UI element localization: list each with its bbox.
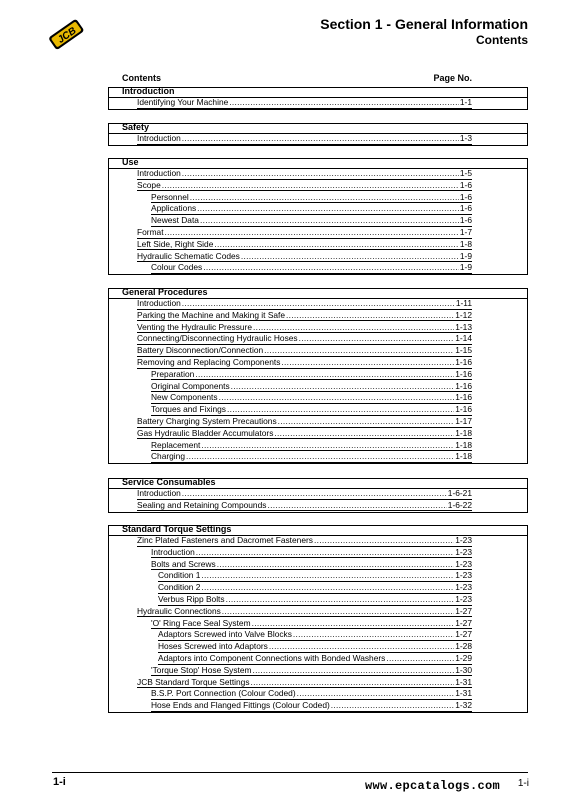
toc-dot-leader [297, 688, 455, 699]
footer-rule [52, 772, 528, 773]
toc-entry-page: 1-6-22 [447, 499, 472, 510]
toc-entry-title: Parking the Machine and Making it Safe [137, 309, 286, 320]
footer-watermark-url: www.epcatalogs.com [365, 779, 501, 793]
toc-entry-title: Charging [151, 451, 185, 462]
toc-entry[interactable] [137, 97, 472, 109]
toc-dot-leader [281, 357, 454, 368]
toc-entry-page: 1-6 [459, 179, 472, 190]
toc-entry-title: New Components [151, 392, 218, 403]
toc-entry[interactable] [137, 168, 472, 180]
toc-entry-page: 1-13 [455, 321, 472, 332]
toc-entry-page: 1-3 [459, 133, 472, 143]
toc-dot-leader [293, 629, 454, 640]
toc-entry-page: 1-6-21 [447, 488, 472, 498]
toc-entry-title: 'O' Ring Face Seal System [151, 617, 251, 628]
toc-entry-title: Hoses Screwed into Adaptors [158, 641, 268, 652]
toc-entry[interactable] [158, 653, 472, 665]
toc-entry-title: Introduction [151, 546, 195, 557]
toc-entry-title: Venting the Hydraulic Pressure [137, 321, 252, 332]
toc-entry[interactable] [137, 239, 472, 251]
toc-dot-leader [226, 594, 455, 605]
toc-entry[interactable] [151, 369, 472, 381]
toc-entry-page: 1-23 [455, 570, 472, 581]
toc-entry[interactable] [151, 215, 472, 227]
toc-dot-leader [186, 451, 454, 462]
toc-entry[interactable] [151, 451, 472, 463]
toc-entry[interactable] [137, 416, 472, 428]
toc-entry-title: Condition 1 [158, 570, 201, 581]
toc-entry-page: 1-9 [459, 250, 472, 261]
toc-dot-leader [182, 133, 459, 144]
toc-dot-leader [252, 618, 455, 629]
toc-entry[interactable] [137, 357, 472, 369]
toc-dot-leader [278, 416, 455, 427]
toc-entry-title: Identifying Your Machine [137, 97, 229, 107]
toc-entry-page: 1-27 [455, 629, 472, 640]
toc-section-heading: Introduction [122, 86, 175, 96]
section-subtitle: Contents [476, 33, 528, 47]
toc-entry[interactable] [137, 535, 472, 547]
toc-entry-title: Hydraulic Connections [137, 605, 221, 616]
toc-entry[interactable] [137, 345, 472, 357]
toc-entry-page: 1-29 [455, 653, 472, 663]
toc-dot-leader [182, 168, 459, 179]
toc-entry-page: 1-27 [455, 617, 472, 628]
toc-dot-leader [299, 333, 455, 344]
toc-entry[interactable] [137, 488, 472, 500]
toc-dot-leader [267, 500, 446, 511]
toc-entry-title: Condition 2 [158, 582, 201, 593]
toc-entry-title: Format [137, 227, 164, 237]
toc-entry-title: Hose Ends and Flanged Fittings (Colour Coded) [151, 700, 330, 711]
toc-entry-page: 1-16 [455, 392, 472, 403]
toc-entry[interactable] [151, 618, 472, 630]
toc-entry-page: 1-23 [455, 535, 472, 545]
toc-entry[interactable] [137, 677, 472, 689]
toc-entry[interactable] [137, 180, 472, 192]
toc-dot-leader [217, 559, 455, 570]
toc-entry-page: 1-23 [455, 546, 472, 557]
toc-entry-page: 1-6 [459, 191, 472, 202]
toc-entry-page: 1-16 [455, 404, 472, 415]
toc-dot-leader [182, 488, 447, 499]
toc-dot-leader [251, 677, 455, 688]
toc-entry-page: 1-11 [455, 298, 472, 308]
toc-entry-page: 1-18 [455, 439, 472, 450]
toc-entry[interactable] [151, 404, 472, 416]
toc-entry-page: 1-23 [455, 558, 472, 569]
toc-dot-leader [231, 381, 455, 392]
toc-entry[interactable] [151, 559, 472, 571]
toc-dot-leader [201, 582, 454, 593]
toc-entry-page: 1-27 [455, 605, 472, 616]
toc-dot-leader [197, 203, 459, 214]
toc-entry-title: Removing and Replacing Components [137, 357, 281, 367]
toc-entry-title: Colour Codes [151, 262, 203, 273]
toc-entry[interactable] [151, 665, 472, 677]
toc-dot-leader [331, 700, 454, 711]
toc-dot-leader [222, 606, 454, 617]
toc-entry[interactable] [151, 203, 472, 215]
toc-entry-title: Newest Data [151, 215, 199, 226]
toc-dot-leader [219, 392, 455, 403]
toc-section-heading: Use [122, 157, 139, 167]
toc-entry-page: 1-5 [459, 168, 472, 178]
toc-entry-title: Replacement [151, 439, 201, 450]
toc-entry-title: Connecting/Disconnecting Hydraulic Hoses [137, 333, 298, 344]
toc-dot-leader [201, 440, 454, 451]
toc-dot-leader [253, 322, 454, 333]
toc-entry-title: Applications [151, 203, 197, 214]
toc-dot-leader [229, 97, 459, 108]
toc-entry[interactable] [137, 133, 472, 145]
toc-entry-title: Verbus Ripp Bolts [158, 594, 225, 604]
contents-label: Contents [122, 73, 161, 83]
toc-entry-title: Adaptors into Component Connections with Bonded Washers [158, 653, 386, 663]
toc-entry-page: 1-23 [455, 582, 472, 593]
toc-dot-leader [286, 310, 454, 321]
toc-entry[interactable] [137, 227, 472, 239]
toc-entry[interactable] [151, 262, 472, 274]
toc-dot-leader [165, 227, 459, 238]
toc-entry-title: Torques and Fixings [151, 404, 226, 415]
toc-entry-title: Left Side, Right Side [137, 238, 214, 249]
toc-entry[interactable] [158, 594, 472, 606]
toc-entry-page: 1-30 [455, 664, 472, 675]
toc-entry-title: Personnel [151, 191, 189, 202]
toc-entry[interactable] [151, 700, 472, 712]
toc-dot-leader [227, 404, 454, 415]
toc-entry-page: 1-31 [455, 688, 472, 699]
toc-entry[interactable] [158, 641, 472, 653]
toc-dot-leader [200, 215, 459, 226]
toc-entry-page: 1-16 [455, 368, 472, 379]
toc-entry-page: 1-18 [455, 451, 472, 462]
toc-section-heading: Standard Torque Settings [122, 524, 232, 534]
toc-entry-page: 1-23 [455, 594, 472, 604]
toc-dot-leader [196, 547, 454, 558]
toc-entry[interactable] [137, 333, 472, 345]
toc-entry-title: Gas Hydraulic Bladder Accumulators [137, 427, 274, 438]
toc-entry-page: 1-6 [459, 215, 472, 226]
toc-entry-title: B.S.P. Port Connection (Colour Coded) [151, 688, 296, 699]
toc-entry[interactable] [137, 606, 472, 618]
toc-entry[interactable] [137, 251, 472, 263]
toc-entry-page: 1-1 [459, 97, 472, 107]
logo-text: JCB [55, 25, 79, 46]
toc-entry-title: JCB Standard Torque Settings [137, 676, 250, 687]
toc-dot-leader [269, 641, 454, 652]
toc-section-heading: Safety [122, 122, 150, 132]
toc-entry[interactable] [137, 500, 472, 512]
toc-entry-page: 1-17 [455, 416, 472, 426]
toc-entry-page: 1-32 [455, 700, 472, 711]
toc-entry-title: Preparation [151, 368, 195, 379]
toc-entry-title: Introduction [137, 168, 181, 178]
toc-entry[interactable] [158, 629, 472, 641]
toc-entry[interactable] [151, 547, 472, 559]
toc-entry-title: Scope [137, 179, 161, 190]
toc-dot-leader [253, 665, 455, 676]
toc-entry-title: Introduction [137, 488, 181, 498]
toc-entry-page: 1-6 [459, 203, 472, 214]
toc-entry-title: Battery Charging System Precautions [137, 416, 277, 426]
toc-dot-leader [274, 428, 454, 439]
toc-dot-leader [203, 262, 459, 273]
toc-entry[interactable] [151, 192, 472, 204]
toc-dot-leader [241, 251, 459, 262]
toc-section-heading: General Procedures [122, 287, 208, 297]
toc-entry[interactable] [137, 298, 472, 310]
toc-entry-title: Battery Disconnection/Connection [137, 345, 264, 356]
toc-entry[interactable] [158, 570, 472, 582]
toc-dot-leader [214, 239, 459, 250]
toc-dot-leader [386, 653, 454, 664]
toc-entry-title: 'Torque Stop' Hose System [151, 664, 252, 675]
toc-entry-page: 1-8 [459, 238, 472, 249]
toc-entry-page: 1-16 [455, 380, 472, 391]
toc-entry[interactable] [151, 440, 472, 452]
toc-entry-page: 1-9 [459, 262, 472, 273]
toc-entry-title: Adaptors Screwed into Valve Blocks [158, 629, 292, 640]
toc-entry-page: 1-12 [455, 309, 472, 320]
toc-entry[interactable] [158, 582, 472, 594]
toc-section-heading: Service Consumables [122, 477, 216, 487]
toc-entry-page: 1-7 [459, 227, 472, 237]
toc-entry-title: Bolts and Screws [151, 558, 216, 569]
footer-page-number-right: 1-i [517, 778, 529, 789]
toc-entry[interactable] [137, 310, 472, 322]
toc-entry[interactable] [151, 688, 472, 700]
toc-entry-page: 1-16 [455, 357, 472, 367]
toc-entry-title: Sealing and Retaining Compounds [137, 499, 267, 510]
toc-entry-page: 1-28 [455, 641, 472, 652]
toc-dot-leader [182, 298, 455, 309]
toc-dot-leader [201, 570, 454, 581]
toc-dot-leader [264, 345, 454, 356]
toc-entry-title: Introduction [137, 133, 181, 143]
toc-entry-page: 1-14 [455, 333, 472, 344]
toc-entry[interactable] [151, 392, 472, 404]
toc-entry[interactable] [137, 428, 472, 440]
toc-entry[interactable] [137, 322, 472, 334]
footer-page-number: 1-i [53, 776, 66, 788]
toc-dot-leader [190, 192, 459, 203]
toc-dot-leader [162, 180, 459, 191]
toc-dot-leader [195, 369, 454, 380]
toc-entry-page: 1-18 [455, 427, 472, 438]
toc-entry-title: Hydraulic Schematic Codes [137, 250, 240, 261]
toc-entry-title: Introduction [137, 298, 181, 308]
toc-entry-page: 1-31 [455, 676, 472, 687]
toc-dot-leader [314, 535, 454, 546]
page-no-label: Page No. [433, 73, 472, 83]
toc-entry[interactable] [151, 381, 472, 393]
section-title: Section 1 - General Information [320, 16, 528, 32]
toc-entry-title: Zinc Plated Fasteners and Dacromet Fasteners [137, 535, 313, 545]
toc-entry-title: Original Components [151, 380, 230, 391]
toc-entry-page: 1-15 [455, 345, 472, 356]
